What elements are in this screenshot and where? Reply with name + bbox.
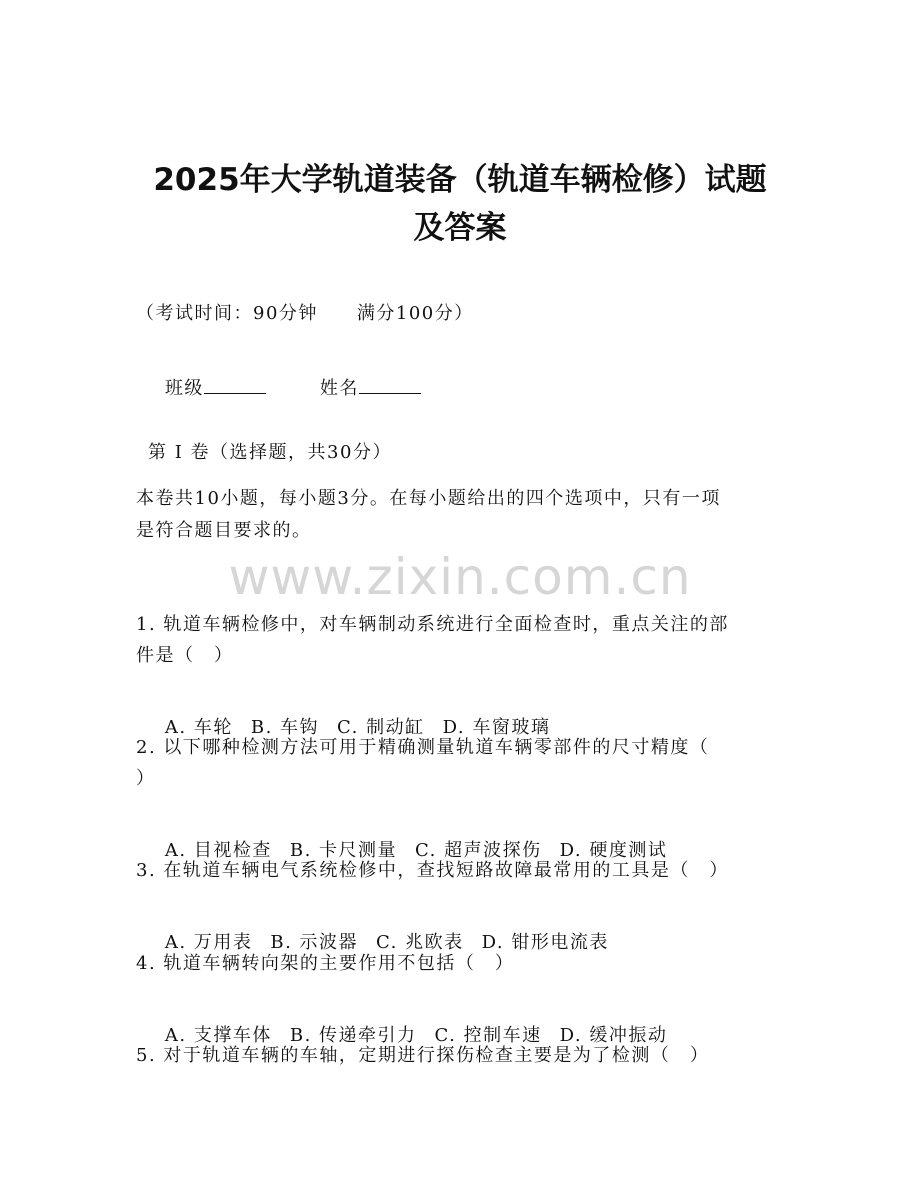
exam-info: （考试时间：90分钟 满分100分） [136, 303, 474, 324]
option-c: C. 控制车速 [434, 1025, 542, 1046]
document-title-line1: 2025年大学轨道装备（轨道车辆检修）试题 [153, 162, 767, 198]
option-b: B. 车钩 [250, 717, 320, 738]
option-a: A. 车轮 [164, 717, 233, 738]
option-a: A. 支撑车体 [164, 1025, 272, 1046]
instructions-line1: 本卷共10小题，每小题3分。在每小题给出的四个选项中，只有一项 [136, 488, 721, 509]
option-a: A. 目视检查 [164, 840, 272, 861]
option-b: B. 传递牵引力 [289, 1025, 417, 1046]
student-fields [136, 349, 421, 428]
option-a: A. 万用表 [164, 932, 253, 953]
question-4-line1: 4. 轨道车辆转向架的主要作用不包括（ ） [136, 953, 515, 974]
question-2-line1: 2. 以下哪种检测方法可用于精确测量轨道车辆零部件的尺寸精度（ [136, 737, 710, 758]
option-d: D. 钳形电流表 [481, 932, 609, 953]
class-label: 班级 [164, 378, 204, 399]
watermark: www.zixin.com.cn [228, 548, 692, 606]
option-d: D. 缓冲振动 [559, 1025, 668, 1046]
section-heading: 第 I 卷（选择题，共30分） [148, 442, 392, 463]
question-2-line2: ） [136, 768, 156, 789]
option-b: B. 卡尺测量 [289, 840, 398, 861]
question-1-line2: 件是（ ） [136, 645, 234, 666]
option-c: C. 制动缸 [337, 717, 425, 738]
option-d: D. 硬度测试 [559, 840, 668, 861]
question-1-line1: 1. 轨道车辆检修中，对车辆制动系统进行全面检查时，重点关注的部 [136, 614, 729, 635]
name-label: 姓名 [319, 378, 359, 399]
document-title-line2: 及答案 [413, 210, 507, 246]
question-5-line1: 5. 对于轨道车辆的车轴，定期进行探伤检查主要是为了检测（ ） [136, 1045, 710, 1066]
question-3-line1: 3. 在轨道车辆电气系统检修中，查找短路故障最常用的工具是（ ） [136, 860, 729, 881]
option-d: D. 车窗玻璃 [442, 717, 551, 738]
option-c: C. 兆欧表 [376, 932, 464, 953]
instructions-line2: 是符合题目要求的。 [136, 520, 312, 541]
option-c: C. 超声波探伤 [415, 840, 542, 861]
option-b: B. 示波器 [270, 932, 359, 953]
name-blank [359, 375, 421, 394]
class-blank [204, 375, 266, 394]
